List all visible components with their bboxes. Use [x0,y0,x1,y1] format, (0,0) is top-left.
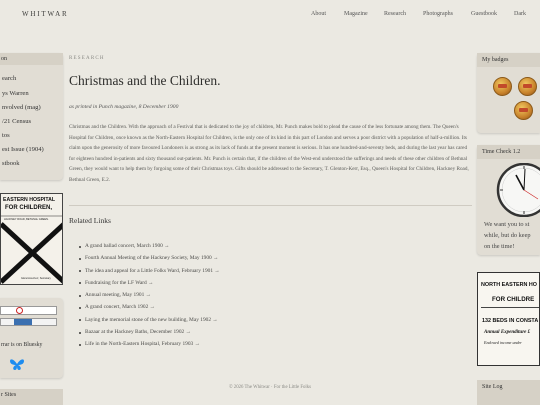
left-menu-census[interactable]: /21 Census [2,118,32,125]
left-menu-photos[interactable]: tos [2,132,10,139]
nav-dark-toggle[interactable]: Dark [514,11,526,17]
page-footer: © 2026 The Whitwar · For the Little Folks [228,385,312,390]
time-check-text-2: while, but do keep [484,232,531,239]
left-menu-search[interactable]: earch [2,75,17,82]
divider [69,205,472,206]
badge-icon-1[interactable] [493,77,512,96]
hospital-advert-image [0,193,63,285]
clipping-line-2: FOR CHILDRE [492,296,535,303]
related-link[interactable]: Life in the North-Eastern Hospital, February 1903 → [85,341,220,353]
bluesky-text[interactable]: rrar is on Bluesky [1,342,43,348]
advert-line-4: Glencross-Kerr, Secretary [21,277,51,280]
nav-guestbook[interactable]: Guestbook [471,11,497,17]
clipping-line-5: Endowed income under [484,340,522,345]
badge-icon-3[interactable] [514,101,533,120]
left-menu-guestbook[interactable]: stbook [2,160,20,167]
article-body: Christmas and the Children. With the approach of a Festival that is dedicated to the joy of children, Mr. Punch makes bold to plead the cause of the less fortunate among them. The Queen's Hospital for Children, once known as the North-Eastern Hospital for Children, is the only one of its kind in this part of London and serves a poor district with a population of half-a-million. Its claim upon the generosity of more favoured Londoners is as strong as its lack of funds at the present moment is serious. It has one hundred-and-seventy beds, and during the last year has cared for eighteen hundred in-patients and sixty thousand out-patients. Mr. Punch is certain that, if the children of the West-end understood the sufferings and needs of these other children of Bethnal Green, they would want to help them by forgoing some of their Christmas toys. Gifts should be addressed to the Secretary, T. Glenton-Kerr, Esq., Queen's Hospital for Children, Hackney Road, Bethnal Green, E.2. [69,124,469,183]
no-entry-icon [16,307,23,314]
related-link[interactable]: A grand ballad concert, March 1900 → [85,243,220,255]
clipping-rule [481,307,540,308]
page-title: Christmas and the Children. [69,73,221,88]
page-subtitle: as printed in Punch magazine, 8 December 1900 [69,104,179,110]
clipping-line-3: 132 BEDS IN CONSTA [482,318,539,324]
related-link[interactable]: The idea and appeal for a Little Folks Ward, February 1901 → [85,268,220,280]
button-badge-3[interactable] [14,319,32,325]
other-sites-heading: r Sites [0,389,63,405]
hospital-clipping-image [477,272,540,366]
advert-line-2: FOR CHILDREN, [5,205,52,211]
badge-icon-2[interactable] [518,77,537,96]
related-link[interactable]: Laying the memorial stone of the new building, May 1902 → [85,317,220,329]
related-link[interactable]: Annual meeting, May 1901 → [85,292,220,304]
nav-research[interactable]: Research [384,11,406,17]
advert-line-1: EASTERN HOSPITAL [3,197,56,203]
time-check-heading: Time Check 1.2 [477,145,540,159]
left-menu-heading: on [0,53,63,65]
site-log-heading: Site Log [477,380,540,405]
top-navigation-bar [0,0,540,30]
nav-about[interactable]: About [311,11,326,17]
related-link[interactable]: Fundraising for the LF Ward → [85,280,220,292]
advert-line-3: HACKNEY ROAD, BETHNAL GREEN. [4,218,49,221]
nav-photographs[interactable]: Photographs [423,11,453,17]
time-check-text-1: We want you to st [484,221,530,228]
button-badge-1[interactable] [0,306,57,315]
nav-magazine[interactable]: Magazine [344,11,368,17]
related-links-heading: Related Links [69,216,111,225]
related-link[interactable]: A grand concert, March 1902 → [85,304,220,316]
left-menu-latest-issue[interactable]: est Issue (1904) [2,146,44,153]
time-check-text-3: on the time! [484,243,515,250]
section-eyebrow[interactable]: RESEARCH [69,56,105,61]
wall-clock-icon [494,163,540,217]
badges-heading: My badges [477,53,540,67]
site-brand[interactable]: WHITWAR [22,10,69,18]
related-links-list [85,243,220,354]
left-menu-warren[interactable]: ys Warren [2,90,29,97]
related-link[interactable]: Bazaar at the Hackney Baths, December 1902 → [85,329,220,341]
related-link[interactable]: Fourth Annual Meeting of the Hackney Society, May 1900 → [85,255,220,267]
bluesky-butterfly-icon[interactable] [9,356,25,372]
left-menu-involved[interactable]: nvolved (mag) [2,104,41,111]
clipping-line-1: NORTH EASTERN HO [481,282,538,288]
clipping-line-4: Annual Expenditure £ [484,330,531,335]
web-badges-strip [0,306,58,330]
